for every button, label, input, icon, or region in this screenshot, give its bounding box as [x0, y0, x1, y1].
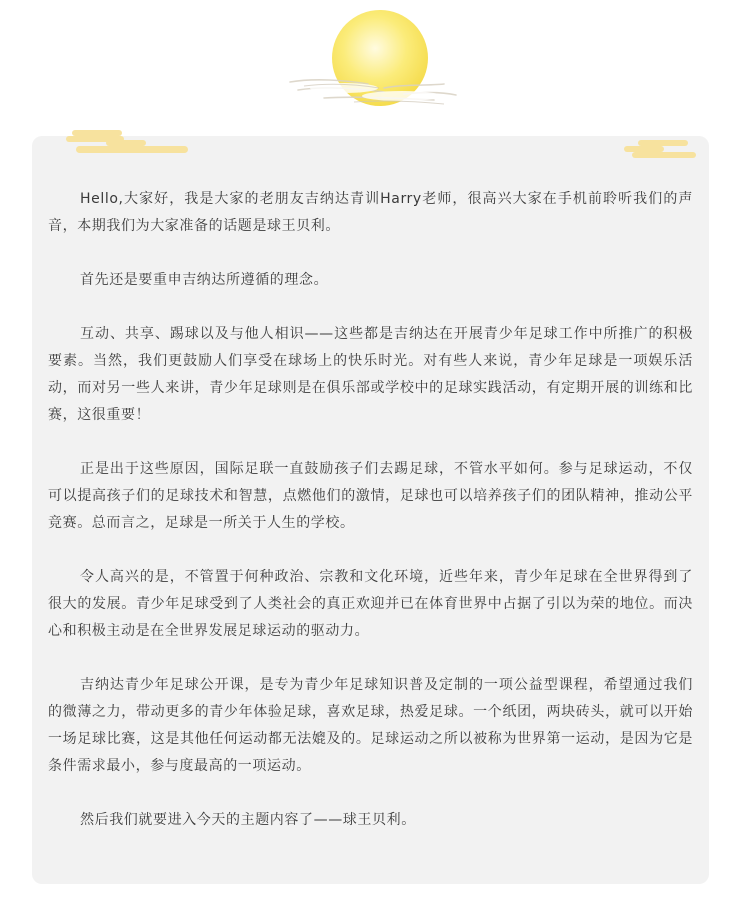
article-body: [48, 186, 693, 861]
paragraph: 令人高兴的是，不管置于何种政治、宗教和文化环境，近些年来，青少年足球在全世界得到了很大的发展。青少年足球受到了人类社会的真正欢迎并已在体育世界中占据了引以为荣的地位。而决心和积极主动是在全世界发展足球运动的驱动力。: [48, 569, 693, 639]
cloud-decoration-right: [624, 138, 696, 162]
paragraph: 互动、共享、踢球以及与他人相识——这些都是吉纳达在开展青少年足球工作中所推广的积极要素。当然，我们更鼓励人们享受在球场上的快乐时光。对有些人来说，青少年足球是一项娱乐活动，而对另一些人来讲，青少年足球则是在俱乐部或学校中的足球实践活动，有定期开展的训练和比赛，这很重要！: [48, 326, 693, 423]
cloud-icon: [66, 126, 190, 160]
cloud-decoration-left: [66, 126, 190, 160]
moon-icon: [284, 0, 464, 130]
paragraph: Hello,大家好，我是大家的老朋友吉纳达青训Harry老师，很高兴大家在手机前聆听我们的声音，本期我们为大家准备的话题是球王贝利。: [48, 191, 693, 234]
paragraph: 正是出于这些原因，国际足联一直鼓励孩子们去踢足球，不管水平如何。参与足球运动，不仅可以提高孩子们的足球技术和智慧，点燃他们的激情，足球也可以培养孩子们的团队精神，推动公平竞赛。总而言之，足球是一所关于人生的学校。: [48, 461, 693, 531]
moon-decoration: [284, 0, 464, 130]
paragraph: 吉纳达青少年足球公开课，是专为青少年足球知识普及定制的一项公益型课程，希望通过我们的微薄之力，带动更多的青少年体验足球，喜欢足球，热爱足球。一个纸团，两块砖头，就可以开始一场足球比赛，这是其他任何运动都无法媲及的。足球运动之所以被称为世界第一运动，是因为它是条件需求最小，参与度最高的一项运动。: [48, 677, 693, 774]
paragraph: 首先还是要重申吉纳达所遵循的理念。: [80, 272, 329, 288]
cloud-icon: [624, 138, 696, 162]
paragraph: 然后我们就要进入今天的主题内容了——球王贝利。: [80, 812, 416, 828]
